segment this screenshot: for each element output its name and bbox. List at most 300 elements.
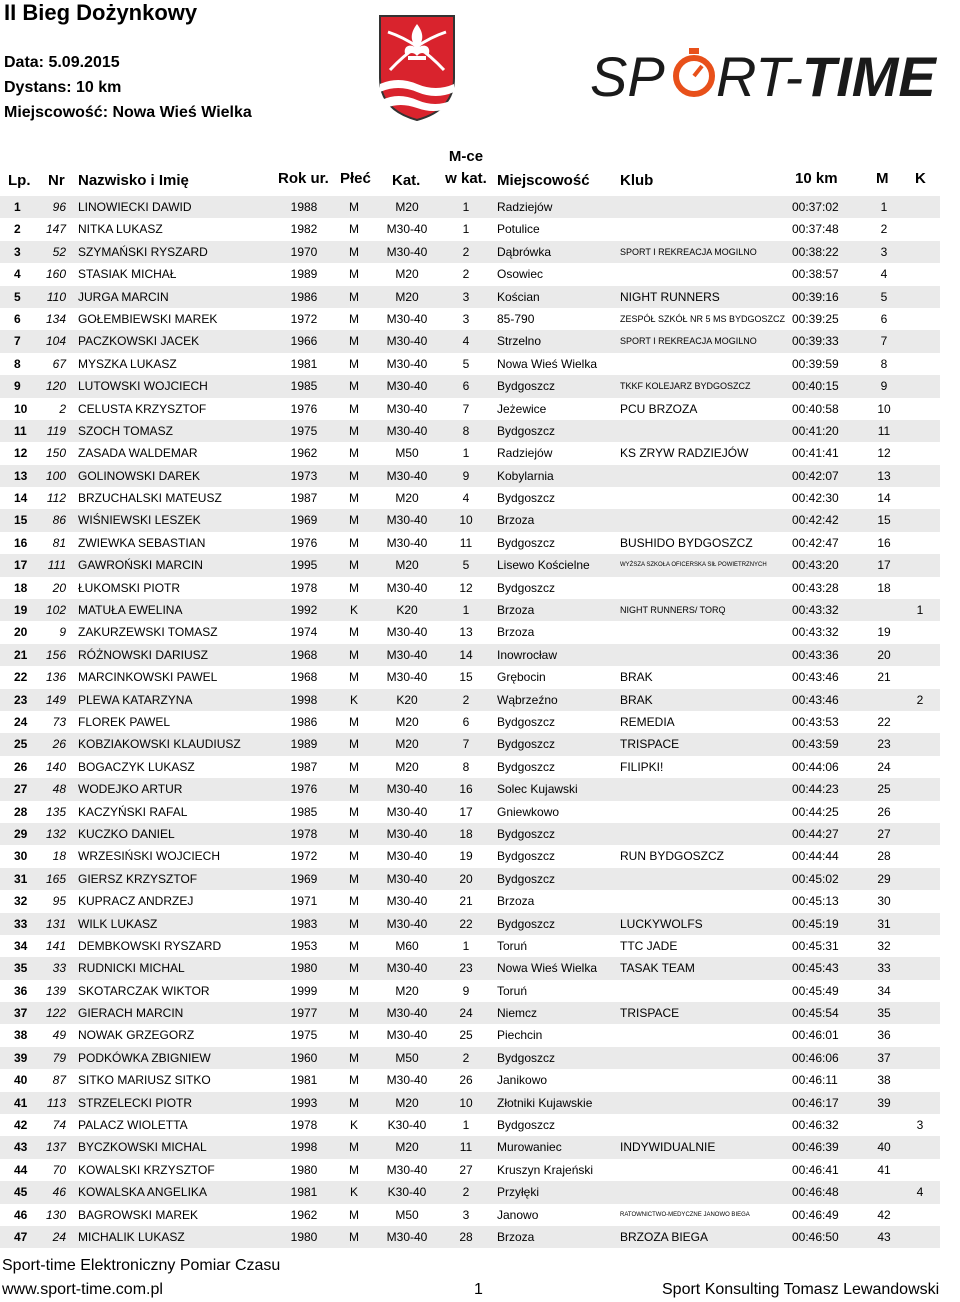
row-category-place: 5 [462,558,470,573]
row-male-place: 3 [880,244,888,259]
row-time: 00:45:31 [792,938,839,953]
row-time: 00:42:42 [792,513,839,528]
row-sex: M [349,334,359,349]
row-bib-number: 67 [52,356,66,371]
row-birth-year: 1986 [290,289,318,304]
row-birth-year: 1974 [290,625,318,640]
row-male-place: 10 [877,401,891,416]
table-row [0,957,940,979]
row-lp: 44 [14,1162,28,1177]
row-sex: M [349,401,359,416]
table-row [0,196,940,218]
table-row [0,577,940,599]
row-birth-year: 1976 [290,401,318,416]
table-row [0,487,940,509]
row-birth-year: 1969 [290,871,318,886]
row-lp: 8 [14,356,21,371]
table-row [0,935,940,957]
row-category-place: 5 [462,356,470,371]
row-lp: 15 [14,513,28,528]
row-lp: 11 [14,423,27,438]
row-name: CELUSTA KRZYSZTOF [78,401,207,416]
row-bib-number: 52 [52,244,66,259]
row-club: ZESPÓŁ SZKÓŁ NR 5 MS BYDGOSZCZ [620,313,786,324]
row-category: M30-40 [386,625,428,640]
row-club: NIGHT RUNNERS/ TORQ [620,605,726,616]
row-lp: 23 [14,692,28,707]
row-lp: 13 [14,468,28,483]
row-time: 00:44:25 [792,804,839,819]
header-yob: Rok ur. [278,170,329,187]
row-category-place: 3 [462,289,470,304]
row-time: 00:43:36 [792,647,839,662]
row-lp: 1 [14,200,21,214]
row-lp: 4 [14,267,21,282]
row-category: M30-40 [386,423,428,438]
row-town: Bydgoszcz [497,871,556,886]
row-sex: M [349,1006,359,1021]
row-sex: M [349,737,359,752]
row-name: STASIAK MICHAŁ [78,267,177,282]
row-club: NIGHT RUNNERS [620,289,720,304]
row-birth-year: 1968 [290,670,318,685]
row-bib-number: 136 [45,670,66,685]
row-town: Solec Kujawski [497,782,578,797]
row-birth-year: 1988 [290,200,318,214]
row-name: GOŁEMBIEWSKI MAREK [78,311,218,326]
row-bib-number: 100 [45,468,66,483]
row-name: GAWROŃSKI MARCIN [78,558,203,573]
row-lp: 33 [14,916,28,931]
row-town: Wąbrzeźno [497,692,558,707]
header-category: Kat. [392,172,421,189]
row-name: JURGA MARCIN [78,289,169,304]
row-sex: M [349,580,359,595]
row-time: 00:43:20 [792,558,839,573]
row-category-place: 18 [459,826,473,841]
table-row [0,330,940,352]
row-sex: K [349,692,358,707]
row-time: 00:41:41 [792,446,839,461]
row-sex: K [349,1118,358,1133]
row-bib-number: 110 [46,289,66,304]
row-sex: M [349,849,359,864]
row-town: Piechcin [497,1028,543,1043]
row-category-place: 6 [462,379,470,394]
row-category-place: 4 [462,334,470,349]
row-category-place: 22 [459,916,473,931]
row-birth-year: 1971 [290,894,318,909]
row-sex: M [349,1140,359,1155]
row-sex: M [349,267,359,282]
row-name: NITKA LUKASZ [78,222,163,237]
row-club: TRISPACE [620,1006,680,1021]
row-birth-year: 1995 [290,558,318,573]
row-sex: M [349,670,359,685]
row-category-place: 2 [462,244,470,259]
row-name: ZWIEWKA SEBASTIAN [78,535,206,550]
row-town: Jeżewice [497,401,547,416]
row-club: BRAK [620,670,653,685]
row-category-place: 2 [462,692,470,707]
table-row [0,666,940,688]
row-category-place: 1 [462,446,470,461]
row-bib-number: 130 [45,1207,66,1222]
row-bib-number: 74 [52,1118,66,1133]
row-category-place: 15 [459,670,473,685]
row-time: 00:39:33 [792,334,839,349]
results-table [0,196,940,1248]
row-category: M20 [395,558,419,573]
row-category: M30-40 [386,871,428,886]
event-place: Miejscowość: Nowa Wieś Wielka [4,104,252,121]
row-category-place: 20 [459,871,473,886]
row-lp: 6 [14,311,21,326]
row-name: WRZESIŃSKI WOJCIECH [78,849,221,864]
row-time: 00:38:57 [792,267,839,282]
row-sex: M [349,894,359,909]
row-birth-year: 1972 [290,849,318,864]
row-lp: 35 [14,961,28,976]
row-bib-number: 150 [45,446,66,461]
row-time: 00:45:13 [792,894,839,909]
row-male-place: 15 [877,513,891,528]
row-category-place: 9 [462,468,470,483]
table-row [0,263,940,285]
row-category-place: 7 [462,737,470,752]
row-birth-year: 1962 [290,1207,318,1222]
row-category-place: 8 [462,759,470,774]
row-category: M30-40 [386,1229,428,1244]
table-row [0,1181,940,1203]
row-male-place: 13 [877,468,891,483]
table-row [0,1047,940,1069]
row-male-place: 20 [877,647,891,662]
row-time: 00:39:59 [792,356,839,371]
row-club: LUCKYWOLFS [620,916,703,931]
row-town: Kruszyn Krajeński [497,1162,594,1177]
row-birth-year: 1981 [290,1185,318,1200]
row-birth-year: 1978 [290,1118,318,1133]
row-time: 00:45:02 [792,871,839,886]
row-male-place: 26 [877,804,891,819]
row-bib-number: 33 [52,961,66,976]
row-time: 00:46:50 [792,1229,839,1244]
row-town: Dąbrówka [497,244,552,259]
table-row [0,465,940,487]
row-time: 00:43:53 [792,714,839,729]
header-lp: Lp. [8,172,31,189]
row-town: Toruń [497,983,528,998]
row-birth-year: 1969 [290,513,318,528]
row-birth-year: 1966 [290,334,318,349]
row-category-place: 1 [462,222,470,237]
row-town: Bydgoszcz [497,916,556,931]
row-category: M30-40 [386,334,428,349]
row-category-place: 9 [462,983,470,998]
row-name: RÓŻNOWSKI DARIUSZ [78,647,209,662]
row-category: M30-40 [386,894,428,909]
row-birth-year: 1960 [290,1050,318,1065]
row-male-place: 22 [877,714,891,729]
row-category: K30-40 [387,1118,427,1133]
row-female-place: 4 [916,1185,924,1200]
row-category-place: 24 [459,1006,473,1021]
row-male-place: 34 [877,983,891,998]
row-birth-year: 1985 [290,804,318,819]
row-time: 00:42:07 [792,468,839,483]
table-row [0,375,940,397]
svg-text:RT-: RT- [716,45,804,108]
row-sex: M [349,1207,359,1222]
row-category-place: 2 [462,1050,470,1065]
row-category: M30-40 [386,580,428,595]
row-town: Potulice [497,222,540,237]
row-time: 00:37:48 [792,222,839,237]
row-male-place: 35 [877,1006,891,1021]
row-town: Bydgoszcz [497,714,556,729]
svg-text:SP: SP [590,45,665,108]
row-time: 00:44:27 [792,826,839,841]
row-lp: 36 [14,983,28,998]
row-female-place: 2 [916,692,924,707]
row-female-place: 1 [916,603,924,618]
row-male-place: 7 [880,334,888,349]
row-club: TKKF KOLEJARZ BYDGOSZCZ [620,381,751,392]
row-bib-number: 9 [59,625,66,640]
row-bib-number: 49 [52,1028,66,1043]
row-bib-number: 134 [45,311,66,326]
row-time: 00:46:11 [792,1073,838,1088]
row-category: M30-40 [386,513,428,528]
row-town: Janikowo [497,1073,548,1088]
footer-page-number: 1 [474,1281,483,1298]
row-club: SPORT I REKREACJA MOGILNO [620,246,757,257]
row-club: SPORT I REKREACJA MOGILNO [620,336,757,347]
header-club: Klub [620,172,654,189]
row-bib-number: 111 [47,558,66,573]
row-club: WYŻSZA SZKOŁA OFICERSKA SIŁ POWIETRZNYCH [620,562,767,569]
row-town: Brzoza [497,603,535,618]
row-lp: 46 [14,1207,28,1222]
row-category-place: 25 [459,1028,473,1043]
row-lp: 31 [14,871,28,886]
row-male-place: 32 [877,938,891,953]
row-sex: M [349,468,359,483]
row-bib-number: 102 [45,603,66,618]
row-birth-year: 1953 [290,938,318,953]
row-name: GIERSZ KRZYSZTOF [78,871,198,886]
row-town: Brzoza [497,894,535,909]
row-name: WIŚNIEWSKI LESZEK [78,513,201,528]
row-name: BYCZKOWSKI MICHAL [78,1140,207,1155]
row-time: 00:40:15 [792,379,839,394]
row-time: 00:45:49 [792,983,839,998]
row-lp: 47 [14,1229,28,1244]
row-male-place: 6 [880,311,888,326]
row-name: KOWALSKI KRZYSZTOF [78,1162,215,1177]
row-bib-number: 87 [52,1073,66,1088]
table-row [0,644,940,666]
table-row [0,980,940,1002]
row-bib-number: 140 [45,759,66,774]
row-bib-number: 131 [45,916,66,931]
row-birth-year: 1976 [290,535,318,550]
row-birth-year: 1968 [290,647,318,662]
row-name: KACZYŃSKI RAFAL [78,804,188,819]
row-category: M30-40 [386,1162,428,1177]
row-birth-year: 1977 [290,1006,318,1021]
table-row [0,353,940,375]
row-name: SZOCH TOMASZ [78,423,173,438]
row-category: K30-40 [387,1185,427,1200]
table-row [0,621,940,643]
table-row [0,1204,940,1226]
row-bib-number: 26 [52,737,66,752]
event-distance: Dystans: 10 km [4,79,122,96]
row-time: 00:38:22 [792,244,839,259]
row-time: 00:44:06 [792,759,839,774]
row-name: SZYMAŃSKI RYSZARD [78,244,208,259]
row-time: 00:46:39 [792,1140,839,1155]
row-lp: 20 [14,625,28,640]
row-male-place: 41 [877,1162,891,1177]
row-bib-number: 18 [52,849,66,864]
row-name: MYSZKA LUKASZ [78,356,177,371]
row-town: Inowrocław [497,647,558,662]
row-category-place: 1 [462,200,470,214]
row-birth-year: 1993 [290,1095,318,1110]
row-name: RUDNICKI MICHAL [78,961,185,976]
row-male-place: 17 [877,558,891,573]
row-male-place: 23 [877,737,891,752]
row-category-place: 6 [462,714,470,729]
row-club: BRZOZA BIEGA [620,1229,709,1244]
row-category: M30-40 [386,1006,428,1021]
row-name: PLEWA KATARZYNA [78,692,193,707]
row-birth-year: 1989 [290,267,318,282]
header-time: 10 km [795,170,838,187]
table-row [0,845,940,867]
row-sex: M [349,1162,359,1177]
row-club: PCU BRZOZA [620,401,698,416]
header-female-place: K [915,170,926,187]
row-category-place: 1 [462,1118,470,1133]
row-lp: 25 [14,737,28,752]
row-name: ZASADA WALDEMAR [78,446,198,461]
row-bib-number: 135 [45,804,66,819]
row-birth-year: 1987 [290,759,318,774]
row-bib-number: 120 [45,379,66,394]
row-lp: 18 [14,580,28,595]
row-club: BUSHIDO BYDGOSZCZ [620,535,753,550]
row-lp: 27 [14,782,28,797]
row-name: GIERACH MARCIN [78,1006,184,1021]
row-category: M20 [395,1095,419,1110]
row-town: Bydgoszcz [497,1118,556,1133]
row-sex: M [349,871,359,886]
row-male-place: 25 [877,782,891,797]
row-sex: M [349,311,359,326]
row-club: TASAK TEAM [620,961,695,976]
row-bib-number: 73 [52,714,66,729]
row-club: TTC JADE [620,938,678,953]
row-category: M30-40 [386,849,428,864]
row-time: 00:46:17 [792,1095,839,1110]
table-row [0,308,940,330]
row-birth-year: 1982 [290,222,318,237]
footer-company: Sport-time Elektroniczny Pomiar Czasu [2,1257,281,1274]
row-lp: 3 [14,244,21,259]
row-sex: M [349,916,359,931]
coat-of-arms-icon [376,12,458,124]
table-row [0,241,940,263]
row-time: 00:43:32 [792,603,839,618]
row-club: KS ZRYW RADZIEJÓW [620,446,749,461]
row-sex: M [349,714,359,729]
row-male-place: 16 [877,535,891,550]
row-bib-number: 20 [52,580,66,595]
row-category-place: 28 [459,1229,473,1244]
row-lp: 37 [14,1006,28,1021]
row-male-place: 43 [877,1229,891,1244]
row-category-place: 2 [462,267,470,282]
event-date: Data: 5.09.2015 [4,54,120,71]
row-birth-year: 1978 [290,580,318,595]
row-lp: 2 [14,222,21,237]
row-sex: M [349,222,359,237]
row-time: 00:43:32 [792,625,839,640]
table-row [0,689,940,711]
row-lp: 45 [14,1185,28,1200]
row-club: REMEDIA [620,714,675,729]
row-category: M30-40 [386,356,428,371]
table-row [0,778,940,800]
table-row [0,532,940,554]
row-birth-year: 1985 [290,379,318,394]
row-birth-year: 1981 [290,356,318,371]
row-category-place: 19 [459,849,473,864]
row-category-place: 11 [459,535,473,550]
row-male-place: 31 [877,916,891,931]
row-category: M50 [395,446,419,461]
row-category: M30-40 [386,804,428,819]
row-category-place: 27 [459,1162,473,1177]
row-sex: M [349,446,359,461]
row-category-place: 23 [459,961,473,976]
row-category-place: 3 [462,1207,470,1222]
row-category: M20 [395,289,419,304]
row-category: M30-40 [386,535,428,550]
row-category: M30-40 [386,379,428,394]
row-time: 00:39:25 [792,311,839,326]
row-bib-number: 139 [45,983,66,998]
row-town: Bydgoszcz [497,580,556,595]
row-birth-year: 1989 [290,737,318,752]
row-bib-number: 70 [52,1162,66,1177]
row-category: K20 [396,692,418,707]
row-time: 00:43:46 [792,670,839,685]
row-name: FLOREK PAWEL [78,714,171,729]
row-bib-number: 137 [45,1140,66,1155]
row-sex: M [349,558,359,573]
table-row [0,801,940,823]
row-bib-number: 46 [52,1185,66,1200]
row-name: STRZELECKI PIOTR [78,1095,193,1110]
row-time: 00:39:16 [792,289,839,304]
row-town: Bydgoszcz [497,491,556,506]
row-sex: M [349,513,359,528]
